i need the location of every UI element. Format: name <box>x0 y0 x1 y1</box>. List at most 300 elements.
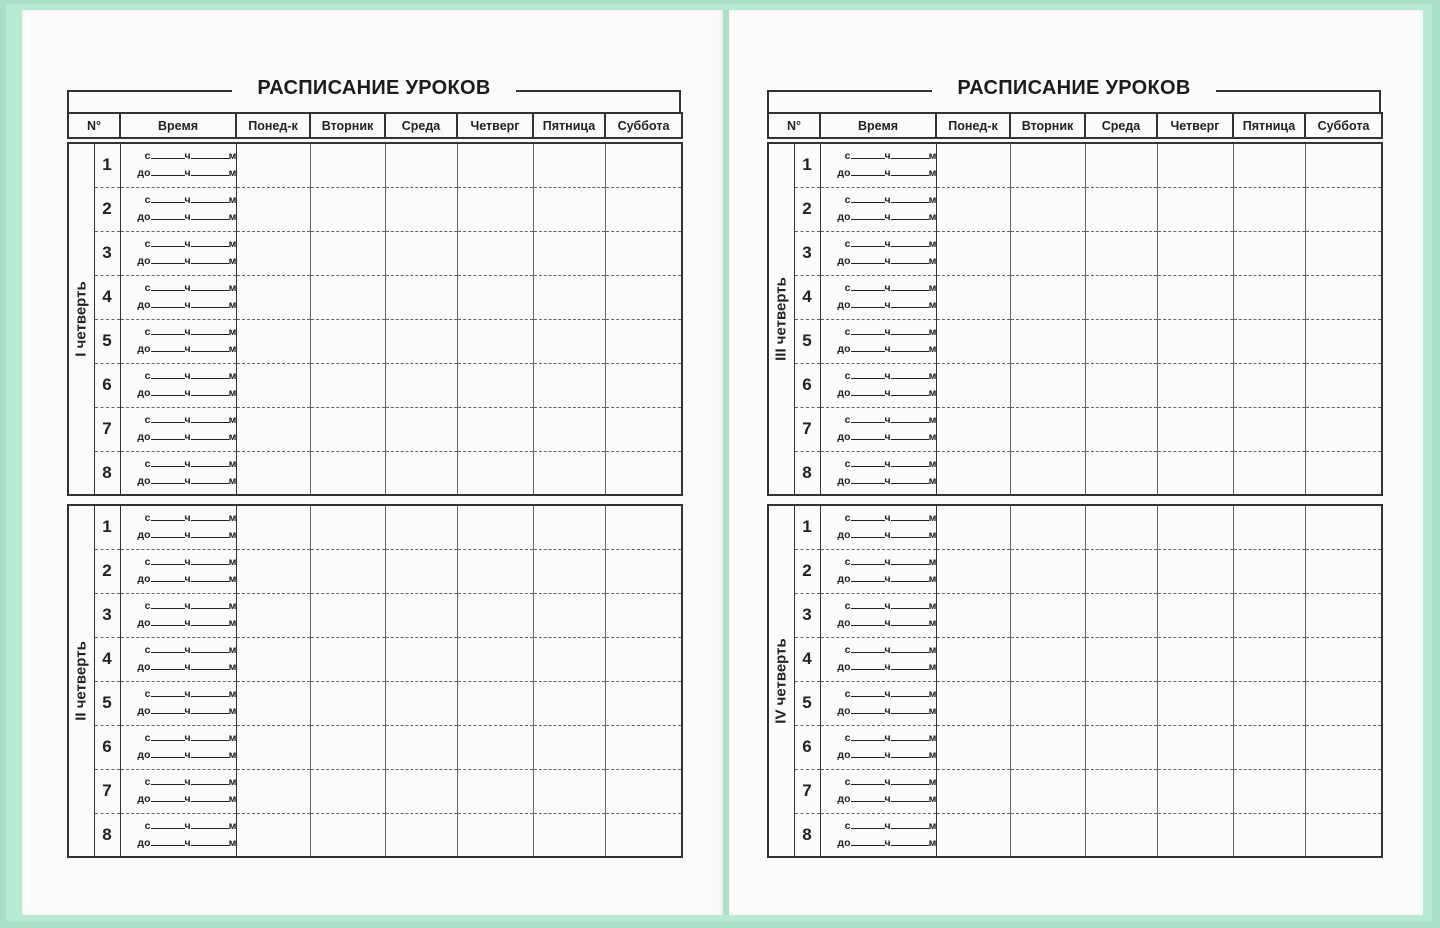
subject-cell[interactable] <box>1010 637 1085 681</box>
time-to: до ч м <box>137 748 237 761</box>
time-field[interactable] <box>820 275 936 319</box>
subject-cell[interactable] <box>1085 187 1157 231</box>
time-field[interactable] <box>120 319 236 363</box>
subject-cell[interactable] <box>1157 319 1233 363</box>
subject-cell[interactable] <box>1010 319 1085 363</box>
quarter-label: IV четверть <box>772 638 790 724</box>
time-field[interactable] <box>120 407 236 451</box>
lesson-row <box>68 143 682 187</box>
time-field[interactable] <box>120 725 236 769</box>
subject-cell[interactable] <box>385 187 457 231</box>
subject-cell[interactable] <box>936 505 1010 549</box>
subject-cell[interactable] <box>385 231 457 275</box>
time-from: с ч м <box>144 237 237 250</box>
time-from: с ч м <box>144 512 237 524</box>
lesson-row <box>768 549 1382 593</box>
subject-cell[interactable] <box>1233 681 1305 725</box>
subject-cell[interactable] <box>236 593 310 637</box>
time-from: с ч м <box>844 150 937 162</box>
subject-cell[interactable] <box>457 319 533 363</box>
time-to: до ч м <box>137 167 237 179</box>
header-day: Суббота <box>1305 113 1382 138</box>
header-row <box>767 112 1383 139</box>
time-from: с ч м <box>844 599 937 612</box>
subject-cell[interactable] <box>385 813 457 857</box>
quarter-label-cell <box>768 505 794 857</box>
time-to: до ч м <box>837 572 937 585</box>
time-field[interactable] <box>820 725 936 769</box>
subject-cell[interactable] <box>605 725 682 769</box>
subject-cell[interactable] <box>1233 813 1305 857</box>
subject-cell[interactable] <box>1085 319 1157 363</box>
subject-cell[interactable] <box>1157 725 1233 769</box>
subject-cell[interactable] <box>605 813 682 857</box>
subject-cell[interactable] <box>310 143 385 187</box>
subject-cell[interactable] <box>1085 725 1157 769</box>
subject-cell[interactable] <box>1157 681 1233 725</box>
lesson-number: 6 <box>94 725 120 769</box>
subject-cell[interactable] <box>1305 319 1382 363</box>
subject-cell[interactable] <box>236 407 310 451</box>
subject-cell[interactable] <box>1233 187 1305 231</box>
time-field[interactable] <box>820 637 936 681</box>
lesson-number: 1 <box>794 505 820 549</box>
subject-cell[interactable] <box>1010 363 1085 407</box>
subject-cell[interactable] <box>1305 451 1382 495</box>
frame-edge <box>67 90 69 112</box>
time-field[interactable] <box>820 407 936 451</box>
subject-cell[interactable] <box>533 505 605 549</box>
subject-cell[interactable] <box>533 725 605 769</box>
subject-cell[interactable] <box>1157 143 1233 187</box>
time-to: до ч м <box>137 386 237 399</box>
subject-cell[interactable] <box>533 813 605 857</box>
lesson-number: 2 <box>94 549 120 593</box>
subject-cell[interactable] <box>936 725 1010 769</box>
lesson-number: 2 <box>94 187 120 231</box>
time-to: до ч м <box>837 167 937 179</box>
subject-cell[interactable] <box>236 363 310 407</box>
subject-cell[interactable] <box>457 451 533 495</box>
time-field[interactable] <box>120 363 236 407</box>
subject-cell[interactable] <box>310 451 385 495</box>
time-field[interactable] <box>120 813 236 857</box>
time-to: до ч м <box>137 660 237 673</box>
subject-cell[interactable] <box>533 319 605 363</box>
subject-cell[interactable] <box>236 769 310 813</box>
subject-cell[interactable] <box>236 187 310 231</box>
subject-cell[interactable] <box>936 319 1010 363</box>
subject-cell[interactable] <box>1233 505 1305 549</box>
subject-cell[interactable] <box>1305 275 1382 319</box>
subject-cell[interactable] <box>385 681 457 725</box>
lesson-row <box>768 681 1382 725</box>
subject-cell[interactable] <box>1085 769 1157 813</box>
subject-cell[interactable] <box>1305 143 1382 187</box>
subject-cell[interactable] <box>936 813 1010 857</box>
subject-cell[interactable] <box>1010 549 1085 593</box>
subject-cell[interactable] <box>936 769 1010 813</box>
subject-cell[interactable] <box>1305 231 1382 275</box>
time-from: с ч м <box>844 457 937 470</box>
subject-cell[interactable] <box>310 681 385 725</box>
subject-cell[interactable] <box>1305 637 1382 681</box>
subject-cell[interactable] <box>310 769 385 813</box>
subject-cell[interactable] <box>1085 143 1157 187</box>
subject-cell[interactable] <box>1305 187 1382 231</box>
subject-cell[interactable] <box>1085 505 1157 549</box>
time-from: с ч м <box>144 643 237 656</box>
subject-cell[interactable] <box>310 319 385 363</box>
time-field[interactable] <box>120 231 236 275</box>
header-day: Вторник <box>1010 113 1085 138</box>
subject-cell[interactable] <box>457 231 533 275</box>
subject-cell[interactable] <box>936 275 1010 319</box>
header-day: Вторник <box>310 113 385 138</box>
subject-cell[interactable] <box>936 637 1010 681</box>
subject-cell[interactable] <box>936 407 1010 451</box>
time-field[interactable] <box>120 143 236 187</box>
lesson-number: 8 <box>794 451 820 495</box>
time-field[interactable] <box>820 505 936 549</box>
subject-cell[interactable] <box>236 319 310 363</box>
subject-cell[interactable] <box>1085 407 1157 451</box>
subject-cell[interactable] <box>936 549 1010 593</box>
time-from: с ч м <box>844 325 937 338</box>
time-field[interactable] <box>820 593 936 637</box>
lesson-number: 6 <box>794 363 820 407</box>
lesson-row <box>768 593 1382 637</box>
subject-cell[interactable] <box>605 231 682 275</box>
subject-cell[interactable] <box>236 231 310 275</box>
subject-cell[interactable] <box>1305 363 1382 407</box>
subject-cell[interactable] <box>385 505 457 549</box>
subject-cell[interactable] <box>457 363 533 407</box>
subject-cell[interactable] <box>605 549 682 593</box>
subject-cell[interactable] <box>1085 451 1157 495</box>
subject-cell[interactable] <box>385 319 457 363</box>
subject-cell[interactable] <box>1085 637 1157 681</box>
subject-cell[interactable] <box>1010 593 1085 637</box>
time-to: до ч м <box>837 660 937 673</box>
subject-cell[interactable] <box>236 637 310 681</box>
subject-cell[interactable] <box>936 593 1010 637</box>
subject-cell[interactable] <box>236 451 310 495</box>
subject-cell[interactable] <box>1010 725 1085 769</box>
subject-cell[interactable] <box>1010 681 1085 725</box>
subject-cell[interactable] <box>605 143 682 187</box>
subject-cell[interactable] <box>936 231 1010 275</box>
header-day: Пятница <box>1233 113 1305 138</box>
subject-cell[interactable] <box>1157 769 1233 813</box>
subject-cell[interactable] <box>936 451 1010 495</box>
header-day: Понед-к <box>236 113 310 138</box>
subject-cell[interactable] <box>1233 363 1305 407</box>
subject-cell[interactable] <box>1305 725 1382 769</box>
subject-cell[interactable] <box>385 637 457 681</box>
subject-cell[interactable] <box>1305 407 1382 451</box>
subject-cell[interactable] <box>1305 593 1382 637</box>
header-time: Время <box>820 113 936 138</box>
subject-cell[interactable] <box>936 187 1010 231</box>
time-from: с ч м <box>844 775 937 788</box>
subject-cell[interactable] <box>1010 769 1085 813</box>
subject-cell[interactable] <box>1305 681 1382 725</box>
subject-cell[interactable] <box>457 813 533 857</box>
time-field[interactable] <box>820 363 936 407</box>
subject-cell[interactable] <box>385 363 457 407</box>
lesson-row <box>68 407 682 451</box>
subject-cell[interactable] <box>385 407 457 451</box>
subject-cell[interactable] <box>310 275 385 319</box>
subject-cell[interactable] <box>605 637 682 681</box>
quarter-label-cell <box>768 143 794 495</box>
subject-cell[interactable] <box>310 187 385 231</box>
subject-cell[interactable] <box>1233 319 1305 363</box>
time-field[interactable] <box>120 637 236 681</box>
time-from: с ч м <box>844 413 937 426</box>
subject-cell[interactable] <box>1157 505 1233 549</box>
subject-cell[interactable] <box>936 143 1010 187</box>
lesson-row <box>68 319 682 363</box>
subject-cell[interactable] <box>1085 681 1157 725</box>
subject-cell[interactable] <box>1010 505 1085 549</box>
time-field[interactable] <box>820 681 936 725</box>
time-field[interactable] <box>120 593 236 637</box>
subject-cell[interactable] <box>533 593 605 637</box>
subject-cell[interactable] <box>385 769 457 813</box>
subject-cell[interactable] <box>1157 187 1233 231</box>
subject-cell[interactable] <box>1233 725 1305 769</box>
subject-cell[interactable] <box>1233 451 1305 495</box>
lesson-number: 6 <box>94 363 120 407</box>
subject-cell[interactable] <box>1010 451 1085 495</box>
time-to: до ч м <box>837 342 937 355</box>
time-field[interactable] <box>820 769 936 813</box>
time-field[interactable] <box>120 549 236 593</box>
subject-cell[interactable] <box>236 725 310 769</box>
time-to: до ч м <box>137 254 237 267</box>
subject-cell[interactable] <box>1010 407 1085 451</box>
subject-cell[interactable] <box>605 769 682 813</box>
subject-cell[interactable] <box>385 143 457 187</box>
subject-cell[interactable] <box>457 681 533 725</box>
subject-cell[interactable] <box>605 363 682 407</box>
header-number: N° <box>768 113 820 138</box>
subject-cell[interactable] <box>457 725 533 769</box>
subject-cell[interactable] <box>605 275 682 319</box>
subject-cell[interactable] <box>533 187 605 231</box>
time-field[interactable] <box>820 813 936 857</box>
quarter-table-1 <box>67 142 683 496</box>
subject-cell[interactable] <box>1010 187 1085 231</box>
lesson-number: 3 <box>94 231 120 275</box>
subject-cell[interactable] <box>310 407 385 451</box>
header-day: Суббота <box>605 113 682 138</box>
subject-cell[interactable] <box>1157 549 1233 593</box>
subject-cell[interactable] <box>457 769 533 813</box>
time-from: с ч м <box>144 369 237 382</box>
subject-cell[interactable] <box>1085 231 1157 275</box>
subject-cell[interactable] <box>1157 407 1233 451</box>
subject-cell[interactable] <box>1085 275 1157 319</box>
lesson-row <box>768 187 1382 231</box>
subject-cell[interactable] <box>310 363 385 407</box>
subject-cell[interactable] <box>1010 275 1085 319</box>
subject-cell[interactable] <box>533 363 605 407</box>
subject-cell[interactable] <box>605 187 682 231</box>
subject-cell[interactable] <box>457 407 533 451</box>
lesson-row <box>68 725 682 769</box>
subject-cell[interactable] <box>310 813 385 857</box>
subject-cell[interactable] <box>457 505 533 549</box>
header-day: Четверг <box>457 113 533 138</box>
lesson-number: 6 <box>794 725 820 769</box>
subject-cell[interactable] <box>1157 451 1233 495</box>
subject-cell[interactable] <box>457 143 533 187</box>
subject-cell[interactable] <box>236 143 310 187</box>
subject-cell[interactable] <box>385 593 457 637</box>
subject-cell[interactable] <box>1233 275 1305 319</box>
subject-cell[interactable] <box>533 407 605 451</box>
subject-cell[interactable] <box>385 275 457 319</box>
subject-cell[interactable] <box>1157 637 1233 681</box>
subject-cell[interactable] <box>1157 231 1233 275</box>
subject-cell[interactable] <box>310 549 385 593</box>
title-divider <box>767 90 932 92</box>
subject-cell[interactable] <box>533 275 605 319</box>
subject-cell[interactable] <box>1157 275 1233 319</box>
time-to: до ч м <box>837 254 937 267</box>
subject-cell[interactable] <box>457 187 533 231</box>
subject-cell[interactable] <box>1157 363 1233 407</box>
lesson-row <box>768 231 1382 275</box>
subject-cell[interactable] <box>310 231 385 275</box>
time-to: до ч м <box>837 386 937 399</box>
subject-cell[interactable] <box>1233 143 1305 187</box>
time-from: с ч м <box>144 687 237 700</box>
subject-cell[interactable] <box>605 407 682 451</box>
subject-cell[interactable] <box>236 681 310 725</box>
subject-cell[interactable] <box>236 813 310 857</box>
subject-cell[interactable] <box>385 549 457 593</box>
lesson-number: 4 <box>794 637 820 681</box>
subject-cell[interactable] <box>236 549 310 593</box>
subject-cell[interactable] <box>605 681 682 725</box>
time-field[interactable] <box>820 187 936 231</box>
time-field[interactable] <box>120 451 236 495</box>
subject-cell[interactable] <box>1305 549 1382 593</box>
time-field[interactable] <box>820 319 936 363</box>
subject-cell[interactable] <box>1233 407 1305 451</box>
time-field[interactable] <box>120 681 236 725</box>
time-field[interactable] <box>820 231 936 275</box>
lesson-row <box>68 813 682 857</box>
subject-cell[interactable] <box>310 725 385 769</box>
subject-cell[interactable] <box>1233 593 1305 637</box>
subject-cell[interactable] <box>533 549 605 593</box>
subject-cell[interactable] <box>1305 813 1382 857</box>
subject-cell[interactable] <box>385 725 457 769</box>
subject-cell[interactable] <box>236 505 310 549</box>
frame-edge <box>767 90 769 112</box>
subject-cell[interactable] <box>1010 143 1085 187</box>
subject-cell[interactable] <box>457 637 533 681</box>
subject-cell[interactable] <box>533 231 605 275</box>
subject-cell[interactable] <box>1233 231 1305 275</box>
subject-cell[interactable] <box>310 505 385 549</box>
time-to: до ч м <box>137 792 237 805</box>
time-field[interactable] <box>820 143 936 187</box>
subject-cell[interactable] <box>1305 769 1382 813</box>
subject-cell[interactable] <box>533 681 605 725</box>
subject-cell[interactable] <box>310 637 385 681</box>
lesson-number: 3 <box>794 231 820 275</box>
lesson-row <box>68 275 682 319</box>
time-to: до ч м <box>137 704 237 717</box>
subject-cell[interactable] <box>605 319 682 363</box>
subject-cell[interactable] <box>1085 593 1157 637</box>
subject-cell[interactable] <box>1233 549 1305 593</box>
subject-cell[interactable] <box>236 275 310 319</box>
time-from: с ч м <box>144 150 237 162</box>
subject-cell[interactable] <box>533 637 605 681</box>
time-field[interactable] <box>120 505 236 549</box>
time-field[interactable] <box>120 275 236 319</box>
quarter-table-2 <box>67 504 683 858</box>
subject-cell[interactable] <box>605 593 682 637</box>
subject-cell[interactable] <box>310 593 385 637</box>
lesson-row <box>68 549 682 593</box>
subject-cell[interactable] <box>1085 813 1157 857</box>
subject-cell[interactable] <box>936 681 1010 725</box>
subject-cell[interactable] <box>1305 505 1382 549</box>
subject-cell[interactable] <box>605 505 682 549</box>
subject-cell[interactable] <box>936 363 1010 407</box>
subject-cell[interactable] <box>533 143 605 187</box>
subject-cell[interactable] <box>457 549 533 593</box>
time-to: до ч м <box>837 210 937 223</box>
time-from: с ч м <box>144 555 237 568</box>
subject-cell[interactable] <box>1233 637 1305 681</box>
subject-cell[interactable] <box>1233 769 1305 813</box>
frame-edge <box>679 90 681 112</box>
subject-cell[interactable] <box>385 451 457 495</box>
subject-cell[interactable] <box>1085 549 1157 593</box>
time-to: до ч м <box>137 210 237 223</box>
subject-cell[interactable] <box>533 769 605 813</box>
subject-cell[interactable] <box>1157 593 1233 637</box>
subject-cell[interactable] <box>605 451 682 495</box>
subject-cell[interactable] <box>457 275 533 319</box>
subject-cell[interactable] <box>457 593 533 637</box>
subject-cell[interactable] <box>1085 363 1157 407</box>
time-field[interactable] <box>120 769 236 813</box>
subject-cell[interactable] <box>533 451 605 495</box>
title-row <box>767 72 1381 112</box>
subject-cell[interactable] <box>1157 813 1233 857</box>
time-field[interactable] <box>820 451 936 495</box>
time-to: до ч м <box>137 298 237 311</box>
time-field[interactable] <box>120 187 236 231</box>
subject-cell[interactable] <box>1010 813 1085 857</box>
lesson-row <box>768 143 1382 187</box>
lesson-number: 8 <box>94 451 120 495</box>
time-field[interactable] <box>820 549 936 593</box>
page-title: РАСПИСАНИЕ УРОКОВ <box>257 77 491 99</box>
subject-cell[interactable] <box>1010 231 1085 275</box>
page-title: РАСПИСАНИЕ УРОКОВ <box>957 77 1191 99</box>
